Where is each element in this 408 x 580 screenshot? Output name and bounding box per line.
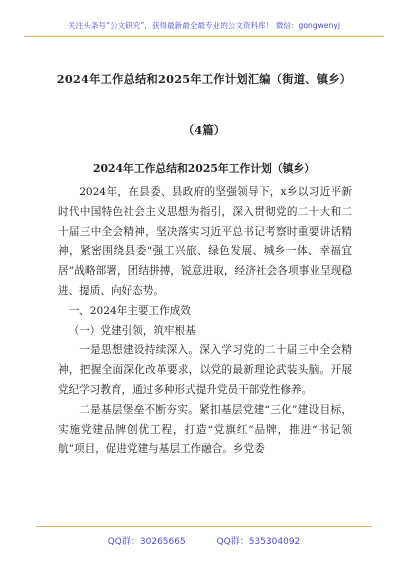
section-title: 2024年工作总结和2025年工作计划（镇乡） [92,162,316,175]
header-banner: 关注头条号“公文研究”，获得最新最全最专业的公文资料库！ 微信：gongwenyj [68,21,340,30]
footer-qq-group-1: QQ群：30265665 [107,537,186,547]
footer-qq-group-2: QQ群：535304092 [216,537,301,547]
subsection-heading: （一）党建引领，筑牢根基 [68,324,196,337]
document-count: （4篇） [182,123,226,137]
body-paragraph: 2024年，在县委、县政府的坚强领导下，x乡以习近平新时代中国特色社会主义思想为指引，深入贯彻党的二十大和二十届三中全会精神，坚决落实习近平总书记考察时重要讲话精神，紧密围绕县委“强工兴旅、绿色发展、城乡一体、幸福宜居”战略部署，团结拼搏，锐意进取，经济社会各项事业呈现稳进、提质、向好态势。 [58,186,352,297]
footer-divider [36,526,372,527]
document-title: 2024年工作总结和2025年工作计划汇编（街道、镇乡） [56,72,352,86]
section-heading: 一、2024年主要工作成效 [68,304,191,317]
footer [24,534,384,547]
document-body [58,183,352,460]
body-paragraph: 一是思想建设持续深入。深入学习党的二十届三中全会精神，把握全面深化改革要求，以党的最新理论武装头脑。开展党纪学习教育，通过多种形式提升党员干部党性修养。 [58,344,352,396]
body-paragraph: 二是基层堡垒不断夯实。紧扣基层党建“三化”建设目标，实施党建品牌创优工程，打造“党旗红”品牌，推进“书记领航”项目，促进党建与基层工作融合。乡党委 [58,403,352,456]
header-divider [24,36,384,37]
